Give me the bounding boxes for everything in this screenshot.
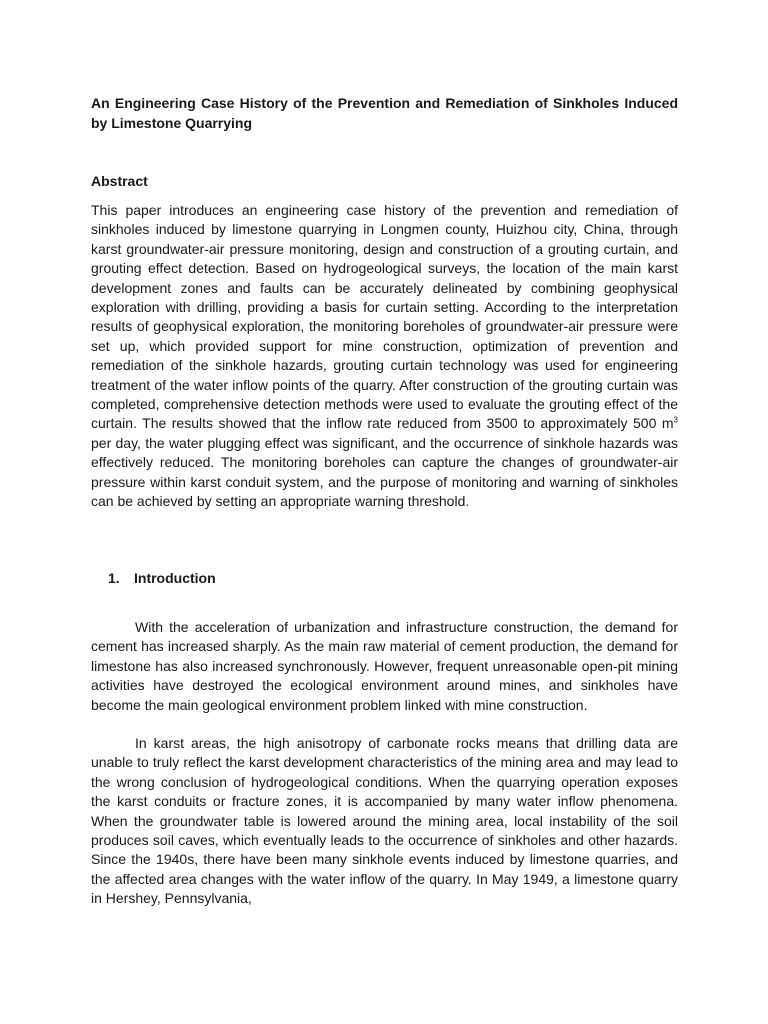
intro-paragraph-2: In karst areas, the high anisotropy of carbonate rocks means that drilling data are unable to truly reflect the karst development characteristics of the mining area and may lead to the wrong conclusion of hydrogeological conditions. When the quarrying operation exposes the karst conduits or fracture zones, it is accompanied by many water inflow phenomena. When the groundwater table is lowered around the mining area, local instability of the soil produces soil caves, which eventually leads to the occurrence of sinkholes and other hazards. Since the 1940s, there have been many sinkhole events induced by limestone quarries, and the affected area changes with the water inflow of the quarry. In May 1949, a limestone quarry in Hershey, Pennsylvania, — [91, 735, 678, 907]
section-title: Introduction — [134, 570, 216, 586]
introduction-heading — [91, 568, 678, 588]
section-number: 1. — [108, 570, 120, 586]
abstract-text-part1: This paper introduces an engineering case history of the prevention and remediation of sinkholes induced by limestone quarrying in Longmen county, Huizhou city, China, through karst groundwater-air pressure monitoring, design and construction of a grouting curtain, and grouting effect detection. Based on hydrogeological surveys, the location of the main karst development zones and faults can be accurately delineated by combining geophysical exploration with drilling, providing a basis for curtain setting. According to the interpretation results of geophysical exploration, the monitoring boreholes of groundwater-air pressure were set up, which provided support for mine construction, optimization of prevention and remediation of the sinkhole hazards, grouting curtain technology was used for engineering treatment of the water inflow points of the quarry. After construction of the grouting curtain was completed, comprehensive detection methods were used to evaluate the grouting effect of the curtain. The results showed that the inflow rate reduced from 3500 to approximately 500 m — [91, 202, 678, 432]
superscript-exponent: 3 — [673, 415, 678, 425]
abstract-heading: Abstract — [91, 173, 148, 189]
abstract-body — [91, 201, 678, 512]
abstract-text-part2: per day, the water plugging effect was significant, and the occurrence of sinkhole hazards was effectively reduced. The monitoring boreholes can capture the changes of groundwater-air pressure within karst conduit system, and the purpose of monitoring and warning of sinkholes can be achieved by setting an appropriate warning threshold. — [91, 434, 678, 510]
intro-paragraph-1: With the acceleration of urbanization and infrastructure construction, the demand for cement has increased sharply. As the main raw material of cement production, the demand for limestone has also increased synchronously. However, frequent unreasonable open-pit mining activities have destroyed the ecological environment around mines, and sinkholes have become the main geological environment problem linked with mine construction. — [91, 619, 678, 713]
paper-title: An Engineering Case History of the Prevention and Remediation of Sinkholes Induced by Limestone Quarrying — [91, 95, 678, 131]
document-page — [91, 93, 678, 907]
